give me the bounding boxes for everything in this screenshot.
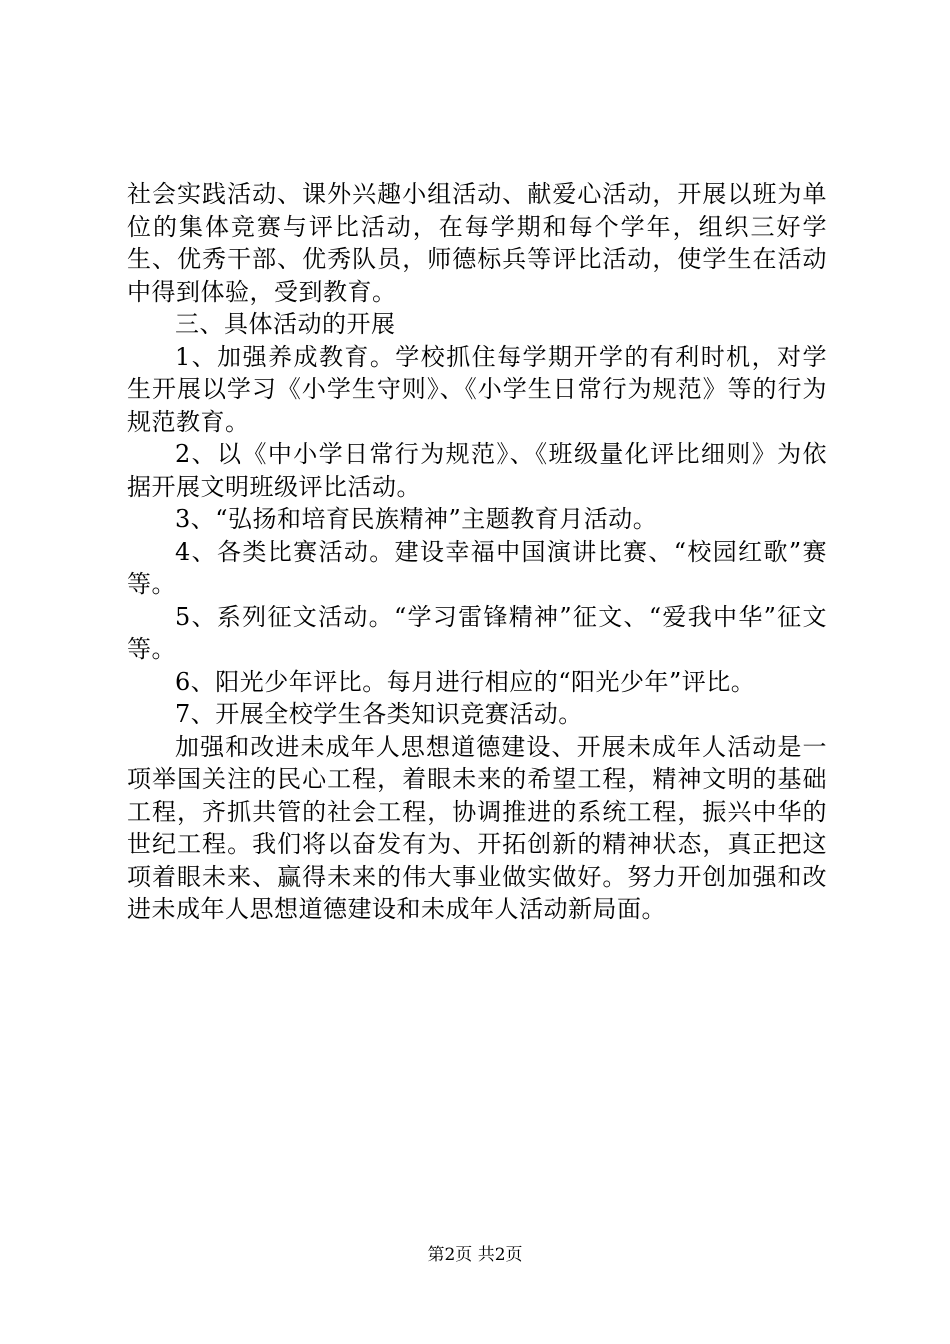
list-item-3: 3、“弘扬和培育民族精神”主题教育月活动。	[175, 505, 658, 533]
list-item-5: 5、系列征文活动。“学习雷锋精神”征文、“爱我中华”征文等。	[127, 602, 827, 663]
closing-paragraph: 加强和改进未成年人思想道德建设、开展未成年人活动是一项举国关注的民心工程，着眼未来的希望工程，精神文明的基础工程，齐抓共管的社会工程，协调推进的系统工程，振兴中华的世纪工程。我们将以奋发有为、开拓创新的精神状态，真正把这项着眼未来、赢得未来的伟大事业做实做好。努力开创加强和改进未成年人思想道德建设和未成年人活动新局面。	[127, 732, 827, 923]
list-item-7: 7、开展全校学生各类知识竞赛活动。	[175, 700, 583, 728]
page-footer: 第2页 共2页	[427, 1245, 523, 1265]
list-item-6: 6、阳光少年评比。每月进行相应的“阳光少年”评比。	[175, 667, 756, 696]
paragraph-continuation: 社会实践活动、课外兴趣小组活动、献爱心活动，开展以班为单位的集体竞赛与评比活动，在每学期和每个学年，组织三好学生、优秀干部、优秀队员，师德标兵等评比活动，使学生在活动中得到体验，受到教育。	[127, 180, 827, 306]
list-item-2: 2、以《中小学日常行为规范》、《班级量化评比细则》为依据开展文明班级评比活动。	[127, 440, 827, 501]
list-item-1: 1、加强养成教育。学校抓住每学期开学的有利时机，对学生开展以学习《小学生守则》、《小学生日常行为规范》等的行为规范教育。	[127, 342, 827, 436]
section-heading: 三、具体活动的开展	[175, 310, 396, 338]
list-item-4: 4、各类比赛活动。建设幸福中国演讲比赛、“校园红歌”赛等。	[127, 537, 827, 598]
document-body	[127, 178, 827, 926]
